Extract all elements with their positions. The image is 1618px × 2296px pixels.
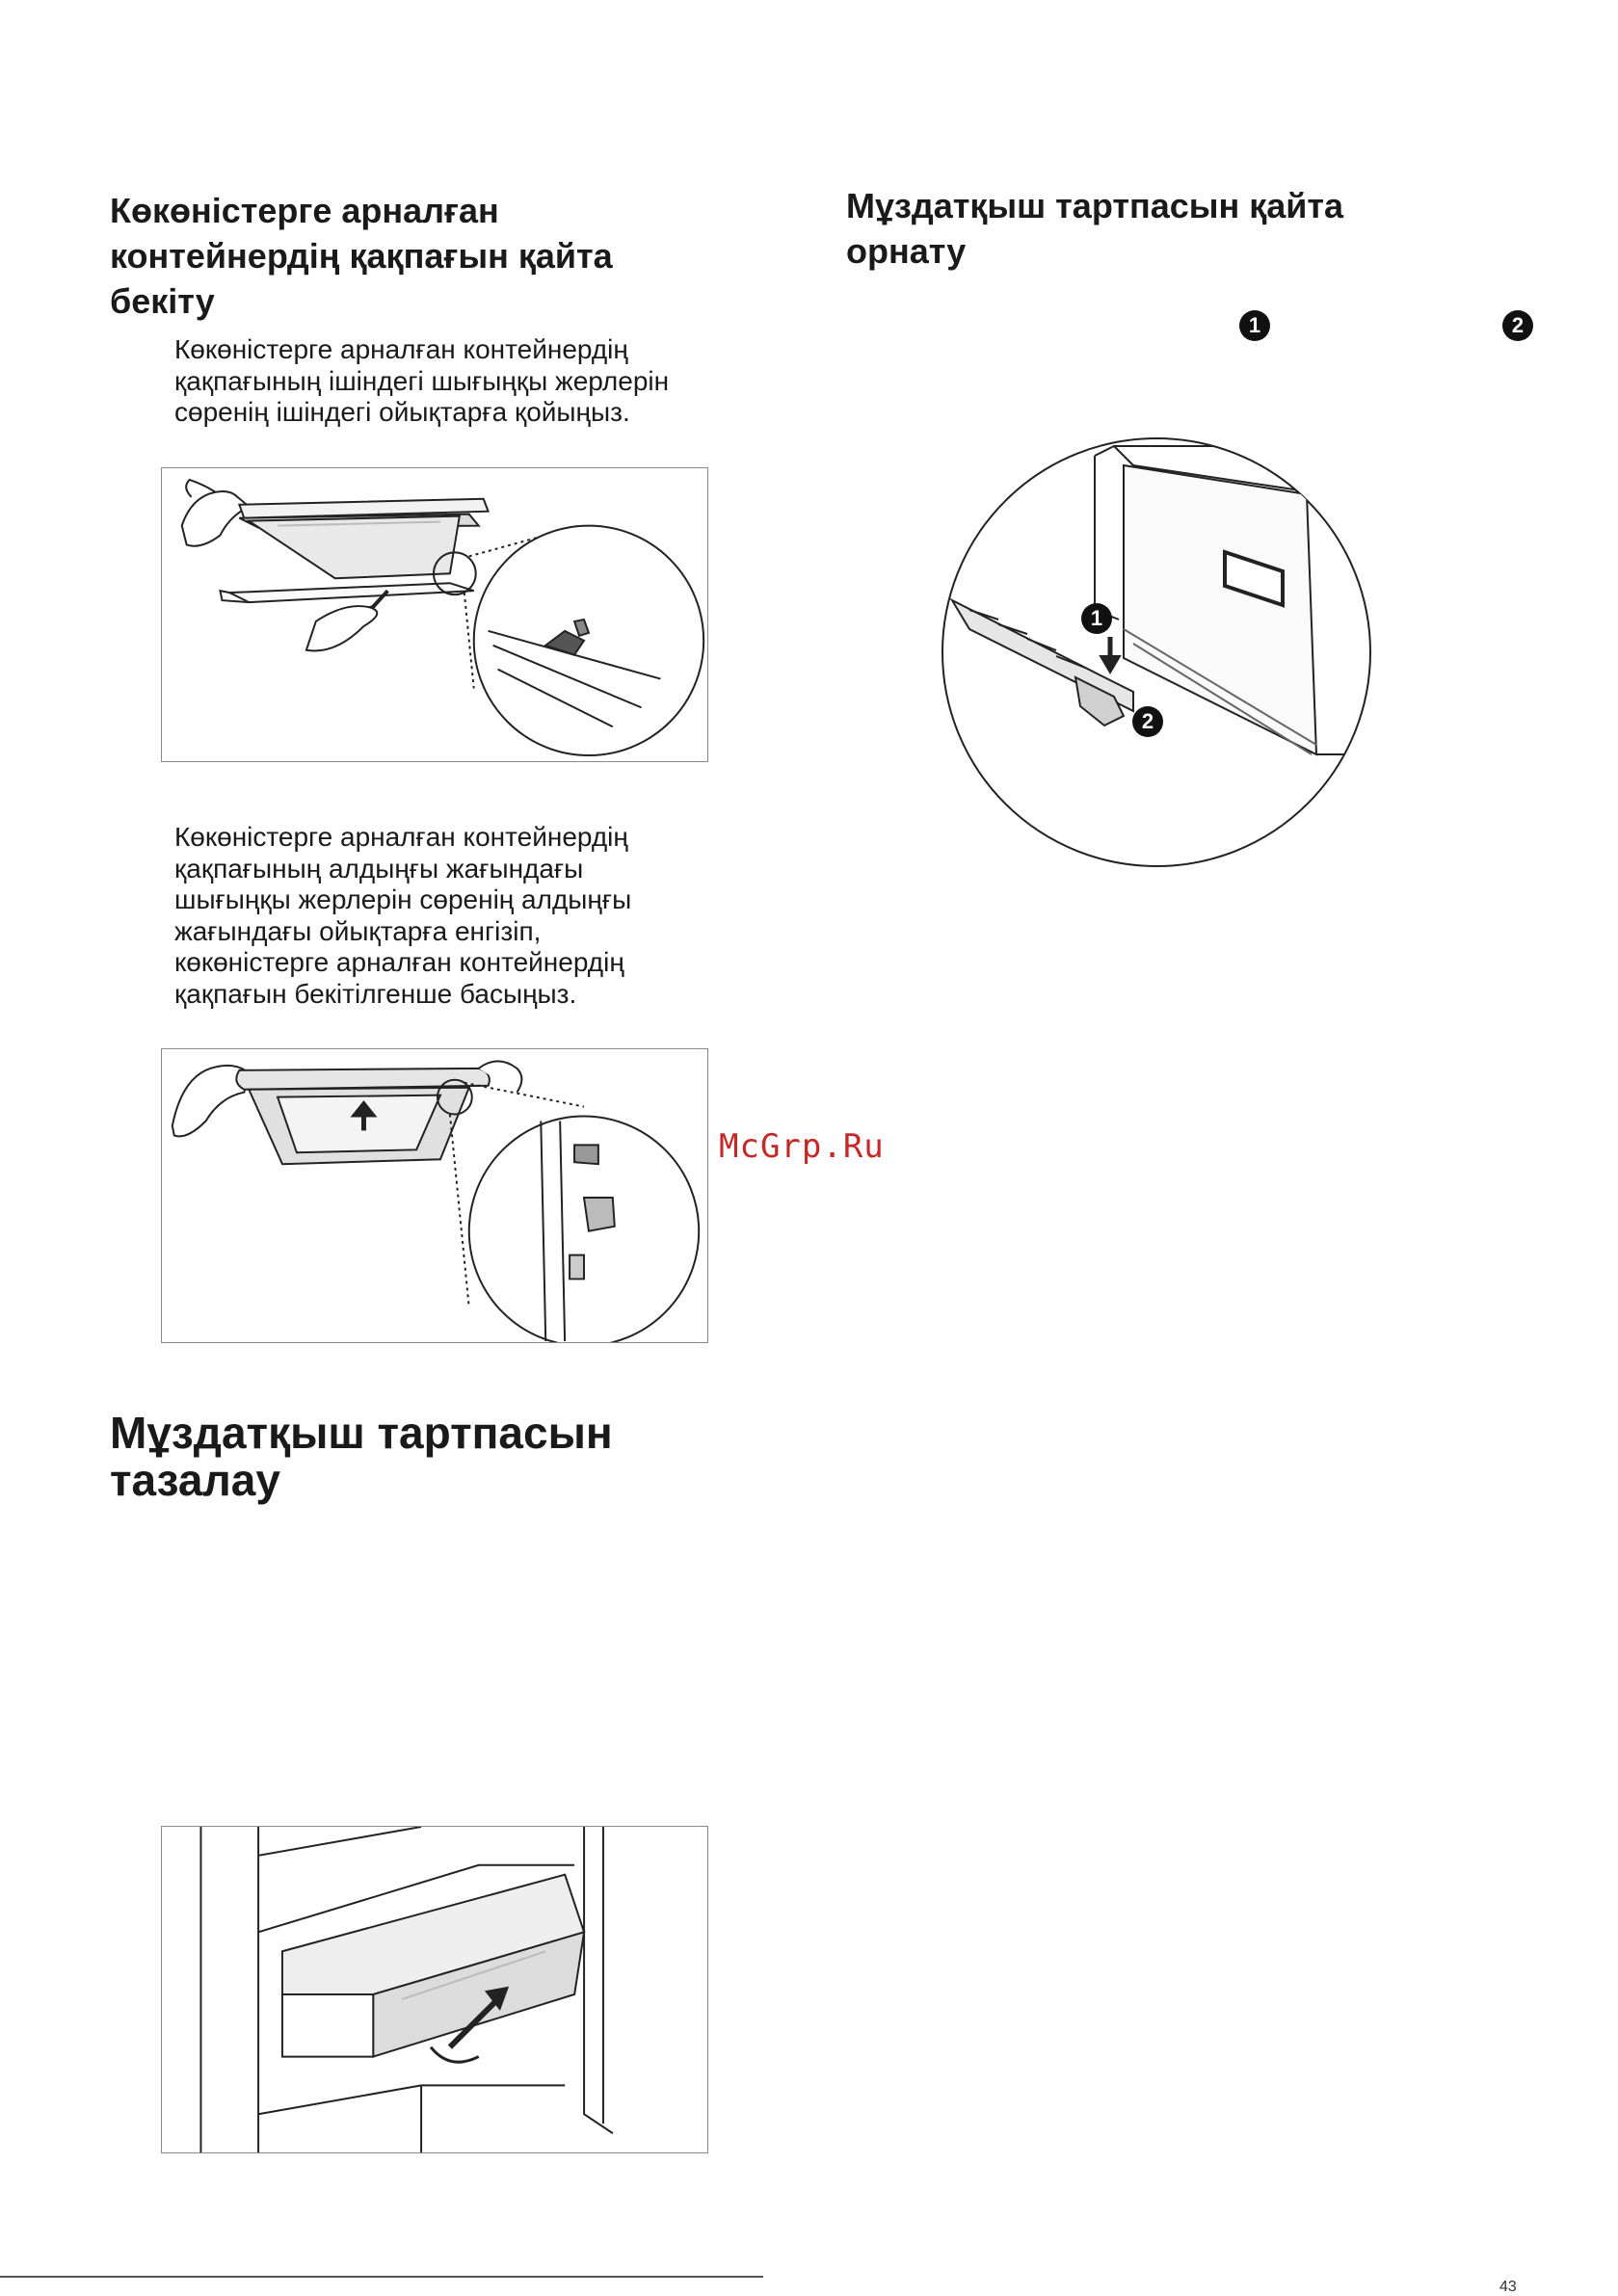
paragraph-line: Көкөністерге арналған контейнердің bbox=[174, 334, 628, 364]
step-marker-2: 2 bbox=[1502, 310, 1533, 341]
figure-lid-insert-rear bbox=[161, 467, 708, 762]
heading-line: Мұздатқыш тартпасын қайта bbox=[846, 186, 1344, 225]
figure-marker-2: 2 bbox=[1132, 706, 1163, 737]
lid-insert-rear-illustration bbox=[162, 468, 707, 761]
section-heading-drawer-reinstall bbox=[846, 183, 1343, 274]
heading-line: контейнердің қақпағын қайта bbox=[110, 236, 613, 276]
figure-lid-press-front bbox=[161, 1048, 708, 1343]
paragraph-line: қақпағын бекітілгенше басыңыз. bbox=[174, 978, 577, 1009]
paragraph-line: көкөністерге арналған контейнердің bbox=[174, 947, 624, 977]
lid-press-front-illustration bbox=[162, 1049, 707, 1342]
freezer-drawer-rail-illustration bbox=[941, 436, 1372, 868]
freezer-drawer-removal-illustration bbox=[162, 1827, 707, 2152]
paragraph-line: қақпағының алдыңғы жағындағы bbox=[174, 853, 584, 884]
step-marker-1: 1 bbox=[1239, 310, 1270, 341]
figure-freezer-drawer-rail bbox=[941, 436, 1372, 868]
section-heading-lid-reattach bbox=[110, 188, 613, 324]
instruction-paragraph-1 bbox=[174, 334, 669, 429]
page-number: 43 bbox=[1499, 2279, 1517, 2295]
instruction-paragraph-2 bbox=[174, 822, 631, 1010]
heading-line: тазалау bbox=[110, 1455, 280, 1505]
figure-freezer-drawer-removal bbox=[161, 1826, 708, 2153]
heading-line: Мұздатқыш тартпасын bbox=[110, 1408, 613, 1458]
paragraph-line: қақпағының ішіндегі шығыңқы жерлерін bbox=[174, 365, 670, 396]
section-heading-freezer-cleaning bbox=[110, 1410, 613, 1504]
heading-line: бекіту bbox=[110, 281, 215, 321]
paragraph-line: жағындағы ойықтарға енгізіп, bbox=[174, 915, 542, 946]
paragraph-line: шығыңқы жерлерін сөренің алдыңғы bbox=[174, 884, 632, 914]
footer-rule bbox=[0, 2276, 763, 2278]
paragraph-line: сөренің ішіндегі ойықтарға қойыңыз. bbox=[174, 397, 630, 427]
figure-marker-1: 1 bbox=[1081, 603, 1112, 634]
heading-line: орнату bbox=[846, 231, 967, 271]
watermark: McGrp.Ru bbox=[719, 1127, 885, 1166]
paragraph-line: Көкөністерге арналған контейнердің bbox=[174, 822, 628, 852]
heading-line: Көкөністерге арналған bbox=[110, 191, 499, 230]
